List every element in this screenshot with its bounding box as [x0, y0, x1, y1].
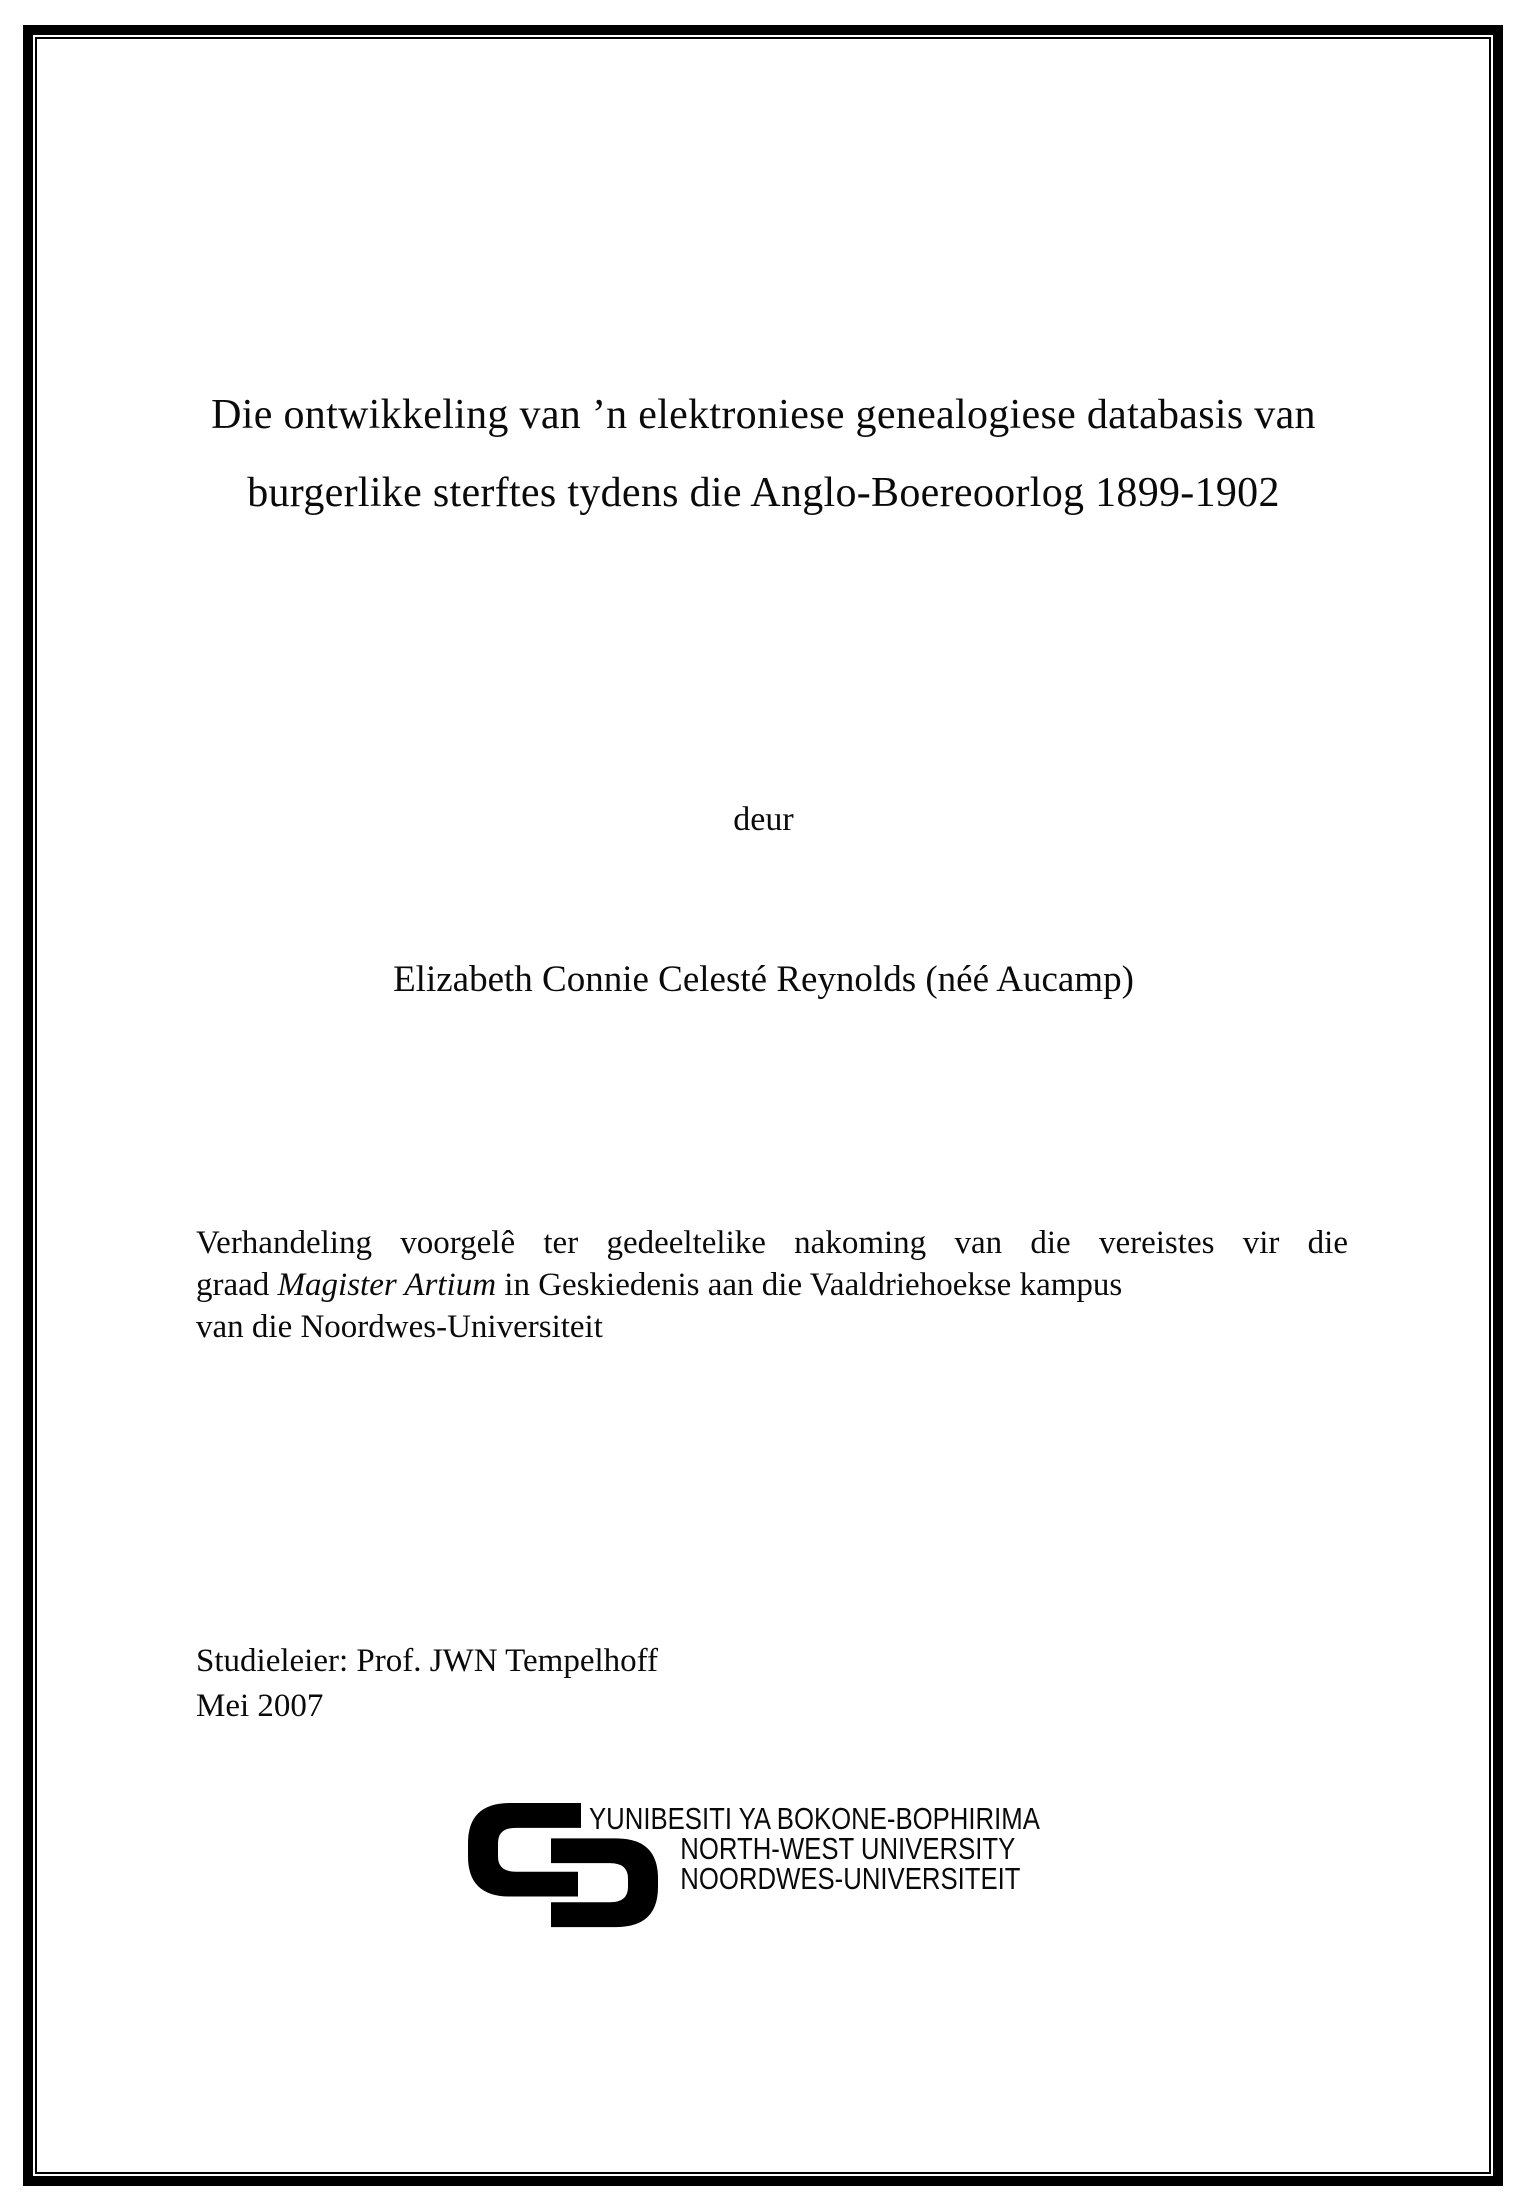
degree-statement-line3: van die Noordwes-Universiteit	[196, 1309, 603, 1345]
thesis-title	[100, 376, 1427, 532]
supervisor-line: Studieleier: Prof. JWN Tempelhoff	[196, 1643, 659, 1679]
degree-statement-line1: Verhandeling voorgelê ter gedeeltelike nakoming van die vereistes vir die	[196, 1225, 1348, 1261]
date-line: Mei 2007	[196, 1688, 324, 1724]
supervisor-block	[196, 1639, 658, 1729]
university-logo	[468, 1803, 1108, 1938]
university-logo-line1: YUNIBESITI YA BOKONE-BOPHIRIMA	[589, 1801, 1040, 1836]
thesis-title-line1: Die ontwikkeling van ’n elektroniese genealogiese databasis van	[211, 392, 1316, 438]
degree-statement-degree-name: Magister Artium	[277, 1267, 497, 1303]
thesis-title-line2: burgerlike sterftes tydens die Anglo-Boereoorlog 1899-1902	[247, 470, 1280, 516]
university-logo-text	[589, 1801, 1040, 1896]
university-logo-line2: NORTH-WEST UNIVERSITY	[680, 1831, 1016, 1866]
university-logo-line3: NOORDWES-UNIVERSITEIT	[680, 1861, 1021, 1896]
degree-statement-line2-pre: graad	[196, 1267, 278, 1303]
degree-statement-line2-post: in Geskiedenis aan die Vaaldriehoekse kampus	[496, 1267, 1123, 1303]
degree-statement	[196, 1222, 1348, 1348]
degree-statement-line2	[196, 1264, 1348, 1306]
byline: deur	[733, 801, 794, 838]
author-name: Elizabeth Connie Celesté Reynolds (néé Aucamp)	[393, 959, 1134, 1000]
